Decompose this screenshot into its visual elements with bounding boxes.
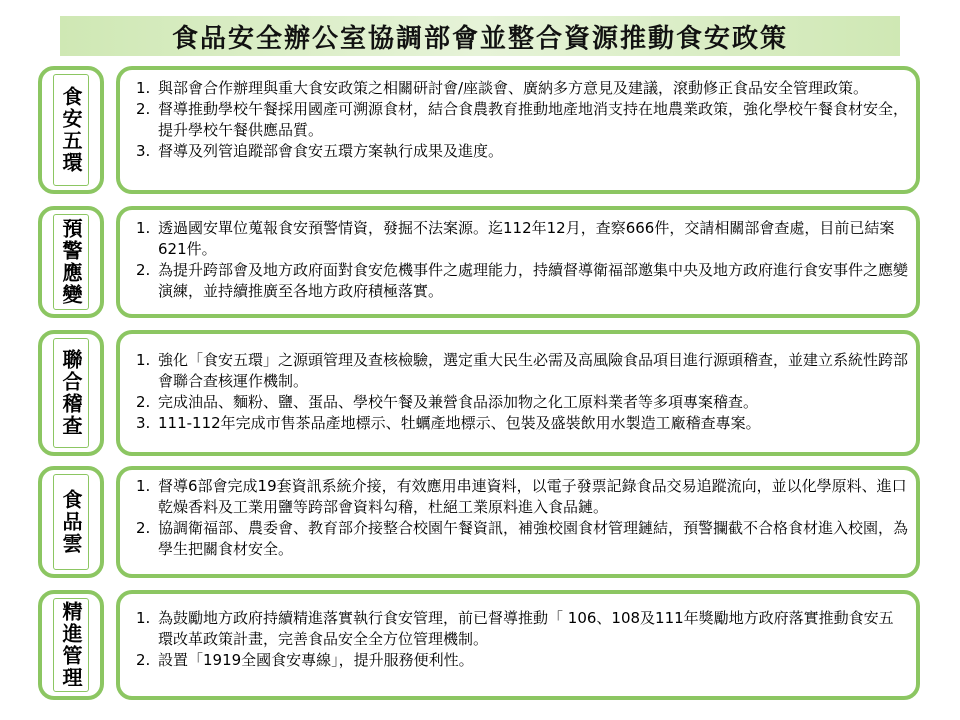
list-item — [136, 650, 908, 671]
list-item-text: 督導及列管追蹤部會食安五環方案執行成果及進度。 — [158, 142, 504, 160]
list-item-number: 1. — [136, 351, 151, 369]
list-item-number: 2. — [136, 651, 151, 669]
list-item-text: 完成油品、麵粉、鹽、蛋品、學校午餐及兼營食品添加物之化工原料業者等多項專案稽查。 — [158, 393, 759, 411]
list-item-text: 與部會合作辦理與重大食安政策之相關研討會/座談會、廣納多方意見及建議，滾動修正食品安全管理政策。 — [158, 79, 869, 97]
section-label-box — [38, 590, 104, 700]
list-item-text: 強化「食安五環」之源頭管理及查核檢驗，選定重大民生必需及高風險食品項目進行源頭稽查，並建立系統性跨部會聯合查核運作機制。 — [158, 351, 909, 390]
list-item-number: 2. — [136, 519, 151, 537]
title-banner — [60, 16, 900, 56]
list-item-text: 督導推動學校午餐採用國產可溯源食材，結合食農教育推動地產地消支持在地農業政策，強化學校午餐食材安全，提升學校午餐供應品質。 — [158, 100, 909, 139]
list-item-text: 透過國安單位蒐報食安預警情資，發掘不法案源。迄112年12月，查察666件，交請相關部會查處，目前已結案621件。 — [158, 219, 895, 258]
list-item — [136, 476, 908, 518]
section-label: 食品雲 — [59, 489, 83, 555]
list-item-number: 2. — [136, 261, 151, 279]
section-label-inner — [53, 598, 89, 692]
list-item — [136, 413, 908, 434]
list-item — [136, 141, 908, 162]
list-item-number: 3. — [136, 142, 151, 160]
section-content-box — [116, 466, 920, 578]
list-item — [136, 608, 908, 650]
section-content-box — [116, 330, 920, 456]
section-label: 食安五環 — [59, 86, 83, 174]
list-item-text: 協調衛福部、農委會、教育部介接整合校園午餐資訊，補強校園食材管理鏈結，預警攔截不合格食材進入校園，為學生把關食材安全。 — [158, 519, 909, 558]
section-label-box — [38, 66, 104, 194]
list-item — [136, 99, 908, 141]
list-item-number: 1. — [136, 477, 151, 495]
list-item-text: 督導6部會完成19套資訊系統介接，有效應用串連資料，以電子發票記錄食品交易追蹤流向，並以化學原料、進口乾燥香料及工業用鹽等跨部會資料勾稽，杜絕工業原料進入食品鏈。 — [158, 477, 907, 516]
section-label-inner — [53, 74, 89, 186]
list-item — [136, 218, 908, 260]
list-item-text: 111-112年完成市售茶品產地標示、牡蠣產地標示、包裝及盛裝飲用水製造工廠稽查專案。 — [158, 414, 761, 432]
section-label-box — [38, 466, 104, 578]
list-item — [136, 518, 908, 560]
section-label-inner — [53, 338, 89, 448]
list-item — [136, 350, 908, 392]
section-content-box — [116, 590, 920, 700]
section-label-inner — [53, 214, 89, 310]
list-item-number: 1. — [136, 219, 151, 237]
section-label: 精進管理 — [59, 601, 83, 689]
list-item — [136, 392, 908, 413]
section-list — [136, 78, 908, 162]
list-item — [136, 78, 908, 99]
list-item-number: 3. — [136, 414, 151, 432]
list-item-text: 為提升跨部會及地方政府面對食安危機事件之處理能力，持續督導衛福部邀集中央及地方政府進行食安事件之應變演練，並持續推廣至各地方政府積極落實。 — [158, 261, 909, 300]
section-content-box — [116, 66, 920, 194]
section-list — [136, 476, 908, 560]
page-title: 食品安全辦公室協調部會並整合資源推動食安政策 — [171, 23, 788, 54]
list-item-text: 設置「1919全國食安專線」，提升服務便利性。 — [158, 651, 474, 669]
section-label-inner — [53, 474, 89, 570]
section-content-box — [116, 206, 920, 318]
list-item-number: 1. — [136, 79, 151, 97]
section-list — [136, 608, 908, 671]
section-list — [136, 218, 908, 302]
list-item — [136, 260, 908, 302]
section-list — [136, 350, 908, 434]
list-item-number: 2. — [136, 100, 151, 118]
list-item-number: 2. — [136, 393, 151, 411]
section-label: 聯合稽查 — [59, 349, 83, 437]
list-item-text: 為鼓勵地方政府持續精進落實執行食安管理，前已督導推動「 106、108及111年獎勵地方政府落實推動食安五環改革政策計畫，完善食品安全全方位管理機制。 — [158, 609, 894, 648]
section-label: 預警應變 — [59, 218, 83, 306]
list-item-number: 1. — [136, 609, 151, 627]
section-label-box — [38, 206, 104, 318]
section-label-box — [38, 330, 104, 456]
